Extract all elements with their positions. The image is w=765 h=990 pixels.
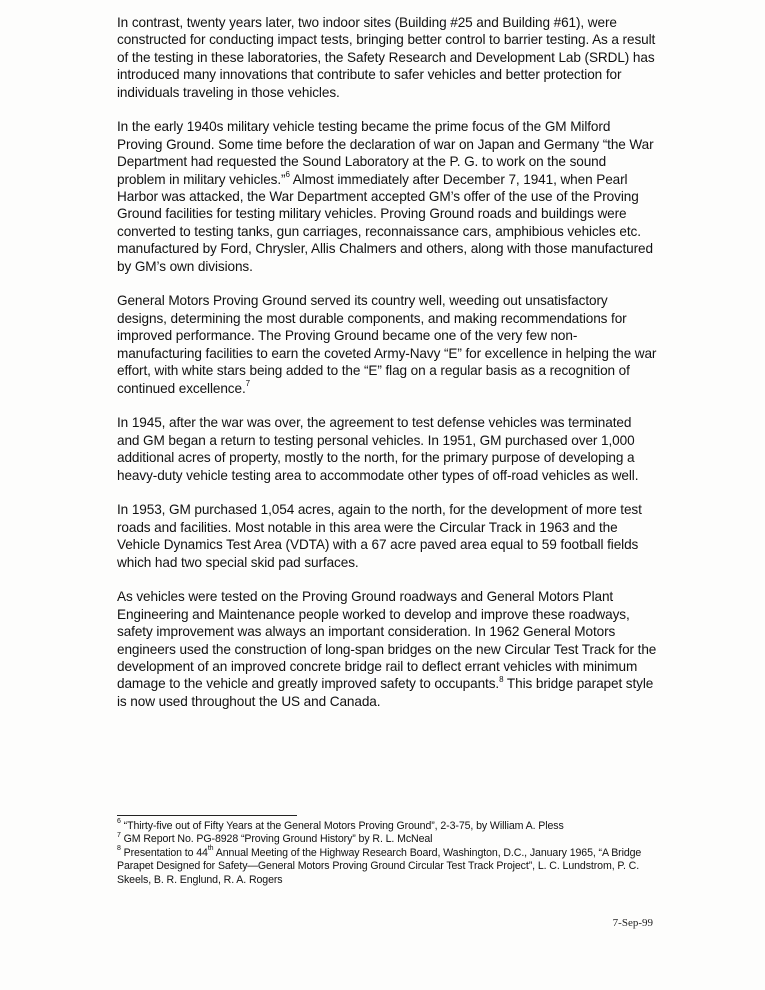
footnote-marker: 6 [117,818,121,826]
footnote-6 [117,820,657,833]
footnotes [117,820,657,887]
paragraph-military-testing [117,118,657,275]
footnote-ref-6: 6 [285,170,290,180]
paragraph-war-effort [117,292,657,396]
body-text [117,14,657,710]
paragraph-text: Almost immediately after December 7, 1941, when Pearl Harbor was attacked, the War Department accepted GM’s offer of the use of the Proving Ground facilities for testing military vehicles. Proving Ground roads and buildings were converted to testing tanks, gun carriages, reconnaissance cars, amphibious vehicles etc. manufactured by Ford, Chrysler, Allis Chalmers and others, along with those manufactured by GM’s own divisions. [117,171,653,274]
footnote-ref-8: 8 [499,674,504,684]
paragraph-text: This bridge parapet style is now used throughout the US and Canada. [117,676,654,709]
paragraph-text: In 1953, GM purchased 1,054 acres, again to the north, for the development of more test roads and facilities. Most notable in this area were the Circular Track in 1963 and the Vehicle Dynamics Test Area (VDTA) with a 67 acre paved area equal to 59 football fields which had two special skid pad surfaces. [117,502,642,570]
footnote-ref-7: 7 [245,378,250,388]
footnote-text: Presentation to 44 [120,846,208,859]
footnote-marker: 8 [117,845,121,853]
paragraph-impact-labs [117,14,657,101]
footnote-divider [117,815,297,816]
paragraph-text: In 1945, after the war was over, the agreement to test defense vehicles was terminated and GM began a return to testing personal vehicles. In 1951, GM purchased over 1,000 additional acres of property, mostly to the north, for the primary purpose of developing a heavy-duty vehicle testing area to accommodate other types of off-road vehicles as well. [117,415,639,483]
paragraph-text: In contrast, twenty years later, two indoor sites (Building #25 and Building #61), were constructed for conducting impact tests, bringing better control to barrier testing. As a result of the testing in these laboratories, the Safety Research and Development Lab (SRDL) has introduced many innovations that contribute to safer vehicles and better protection for individuals traveling in those vehicles. [117,15,656,100]
footnote-marker: 7 [117,831,121,839]
ordinal-suffix: th [207,845,214,853]
footnote-7 [117,833,657,846]
paragraph-text: In the early 1940s military vehicle testing became the prime focus of the GM Milford Proving Ground. Some time before the declaration of war on Japan and Germany “the War Department had requested the Sound Laboratory at the P. G. to work on the sound problem in military vehicles.” [117,119,654,187]
paragraph-text: General Motors Proving Ground served its country well, weeding out unsatisfactory designs, determining the most durable components, and making recommendations for improved performance. The Proving Ground became one of the very few non-manufacturing facilities to earn the coveted Army-Navy “E” for excellence in helping the war effort, with white stars being added to the “E” flag on a regular basis as a recognition of continued excellence. [117,293,657,396]
footnote-text: Annual Meeting of the Highway Research Board, Washington, D.C., January 1965, “A Bridge Parapet Designed for Safety—General Motors Proving Ground Circular Test Track Project”, L. C. Lundstrom, P. C. Skeels, B. R. Englund, R. A. Rogers [117,846,642,886]
footnote-8 [117,847,657,887]
paragraph-1953-purchase [117,501,657,571]
paragraph-text: As vehicles were tested on the Proving Ground roadways and General Motors Plant Engineering and Maintenance people worked to develop and improve these roadways, safety improvement was always an important consideration. In 1962 General Motors engineers used the construction of long-span bridges on the new Circular Test Track for the development of an improved concrete bridge rail to deflect errant vehicles with minimum damage to the vehicle and greatly improved safety to occupants. [117,589,657,692]
paragraph-postwar [117,414,657,484]
footnote-text: “Thirty-five out of Fifty Years at the General Motors Proving Ground”, 2-3-75, by William A. Pless [120,820,564,832]
date-stamp: 7-Sep-99 [612,917,653,929]
paragraph-safety-improvement [117,588,657,710]
footnote-text: GM Report No. PG-8928 “Proving Ground History” by R. L. McNeal [120,833,433,846]
